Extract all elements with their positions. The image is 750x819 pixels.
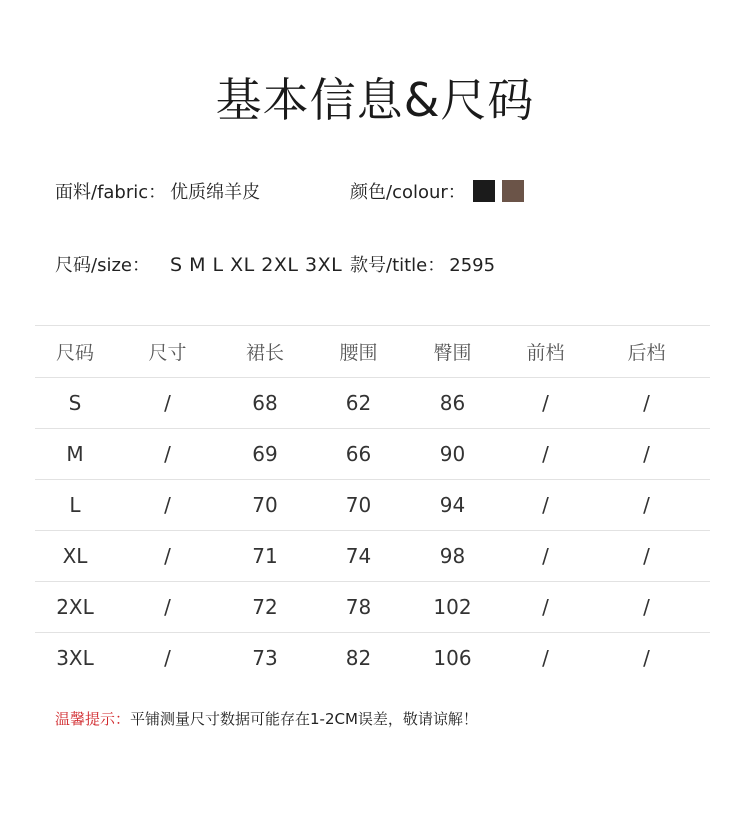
size-label: 尺码/size： <box>55 255 150 276</box>
cell-hip: 98 <box>439 544 466 568</box>
cell-hip: 86 <box>439 391 466 415</box>
cell-hip: 90 <box>439 442 466 466</box>
cell-back-rise: / <box>643 391 650 415</box>
cell-back-rise: / <box>643 646 650 670</box>
cell-skirt-length: 71 <box>252 544 278 568</box>
table-header-row <box>35 326 710 377</box>
fabric-label: 面料/fabric： <box>55 182 167 203</box>
header-dimension: 尺寸 <box>148 342 187 364</box>
cell-skirt-length: 68 <box>252 391 278 415</box>
cell-front-rise: / <box>542 493 549 517</box>
header-back-rise: 后档 <box>627 342 666 364</box>
style-value: 2595 <box>449 255 496 276</box>
cell-dimension: / <box>164 646 171 670</box>
table-row <box>35 531 710 581</box>
size-table <box>35 325 710 683</box>
size-value: S M L XL 2XL 3XL <box>169 254 343 276</box>
header-size: 尺码 <box>55 342 94 364</box>
cell-size: L <box>69 493 81 517</box>
cell-dimension: / <box>164 391 171 415</box>
table-row <box>35 480 710 530</box>
cell-back-rise: / <box>643 544 650 568</box>
note-label: 温馨提示： <box>55 710 131 728</box>
cell-waist: 70 <box>345 493 372 517</box>
cell-front-rise: / <box>542 442 549 466</box>
cell-back-rise: / <box>643 493 650 517</box>
cell-size: S <box>68 391 82 415</box>
cell-size: M <box>66 442 84 466</box>
table-row <box>35 378 710 428</box>
colour-info <box>350 178 524 204</box>
table-row <box>35 429 710 479</box>
fabric-info <box>55 178 260 204</box>
fabric-value: 优质绵羊皮 <box>170 182 261 203</box>
cell-waist: 74 <box>345 544 372 568</box>
cell-skirt-length: 72 <box>252 595 278 619</box>
table-row <box>35 633 710 683</box>
cell-front-rise: / <box>542 646 549 670</box>
colour-swatch-brown[interactable] <box>502 180 524 202</box>
note-text: 平铺测量尺寸数据可能存在1-2CM误差，敬请谅解！ <box>130 710 478 728</box>
header-skirt-length: 裙长 <box>245 342 284 364</box>
cell-dimension: / <box>164 442 171 466</box>
cell-size: XL <box>62 544 88 568</box>
cell-skirt-length: 73 <box>252 646 278 670</box>
cell-hip: 106 <box>433 646 472 670</box>
page-title: 基本信息&尺码 <box>215 73 535 127</box>
colour-swatch-black[interactable] <box>473 180 495 202</box>
cell-front-rise: / <box>542 595 549 619</box>
header-waist: 腰围 <box>339 342 378 364</box>
cell-size: 2XL <box>56 595 94 619</box>
cell-dimension: / <box>164 544 171 568</box>
cell-waist: 66 <box>345 442 372 466</box>
cell-back-rise: / <box>643 442 650 466</box>
style-label: 款号/title： <box>350 255 446 276</box>
cell-back-rise: / <box>643 595 650 619</box>
table-row <box>35 582 710 632</box>
cell-size: 3XL <box>56 646 94 670</box>
cell-waist: 82 <box>345 646 372 670</box>
cell-skirt-length: 69 <box>252 442 278 466</box>
cell-front-rise: / <box>542 544 549 568</box>
colour-label: 颜色/colour： <box>350 182 466 203</box>
cell-dimension: / <box>164 493 171 517</box>
style-info <box>350 251 495 277</box>
size-info <box>55 251 342 277</box>
cell-hip: 102 <box>433 595 472 619</box>
cell-hip: 94 <box>439 493 466 517</box>
measurement-note <box>55 708 478 729</box>
cell-waist: 62 <box>345 391 372 415</box>
cell-skirt-length: 70 <box>252 493 278 517</box>
header-front-rise: 前档 <box>526 342 565 364</box>
cell-waist: 78 <box>345 595 372 619</box>
cell-dimension: / <box>164 595 171 619</box>
header-hip: 臀围 <box>433 342 472 364</box>
cell-front-rise: / <box>542 391 549 415</box>
